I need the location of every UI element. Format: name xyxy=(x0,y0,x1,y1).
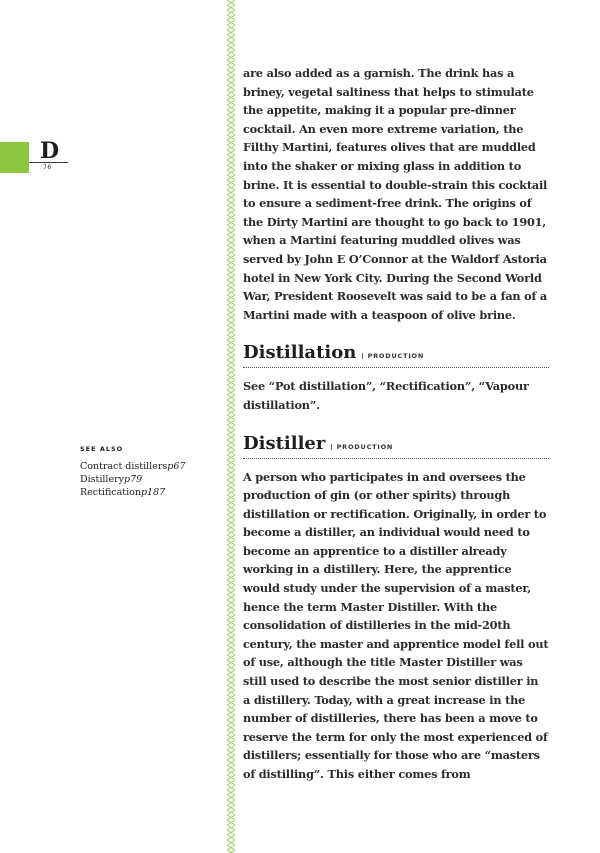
see-also-box xyxy=(80,443,185,499)
see-also-item[interactable]: Distilleryp79 xyxy=(80,474,143,485)
section-letter: D xyxy=(40,138,60,164)
see-also-item[interactable]: Contract distillersp67 xyxy=(80,461,186,472)
entry-title: Distiller xyxy=(243,432,326,454)
main-column xyxy=(243,64,549,784)
entry-heading xyxy=(243,433,549,458)
entry-body: A person who participates in and oversees the production of gin (or other spirits) through distillation or rectification. Originally, in order to become a distiller, an individual would need to become an apprentice to a distiller already working in a distillery. Here, the apprentice would study under the supervision of a master, hence the term Master Distiller. With the consolidation of distilleries in the mid-20th century, the master and apprentice model fell out of use, although the title Master Distiller was still used to describe the most senior distiller in a distillery. Today, with a great increase in the number of distilleries, there has been a move to reserve the term for only the most experienced of distillers; essentially for those who are “masters of distilling”. This either comes from xyxy=(243,469,549,781)
see-also-title: SEE ALSO xyxy=(80,445,124,453)
see-also-page: p187 xyxy=(140,487,166,498)
entry-body: See “Pot distillation”, “Rectification”, “Vapour distillation”. xyxy=(243,379,529,412)
entry-dotted-rule xyxy=(243,367,549,368)
section-letter-rule xyxy=(29,162,68,163)
see-also-page: p79 xyxy=(124,474,143,485)
continued-paragraph: are also added as a garnish. The drink has a briney, vegetal saltiness that helps to stimulate the appetite, making it a popular pre-dinner cocktail. An even more extreme variation, the Filthy Martini, features olives that are muddled into the shaker or mixing glass in addition to brine. It is essential to double-strain this cocktail to ensure a sediment-free drink. The origins of the Dirty Martini are thought to go back to 1901, when a Martini featuring muddled olives was served by John E O’Connor at the Waldorf Astoria hotel in New York City. During the Second World War, President Roosevelt was said to be a fan of a Martini made with a teaspoon of olive brine. xyxy=(243,66,548,322)
see-also-item[interactable]: Rectificationp187 xyxy=(80,487,166,498)
entry-distiller xyxy=(243,433,549,784)
entry-distillation xyxy=(243,342,549,414)
zigzag-divider xyxy=(227,0,235,853)
page-number: 76 xyxy=(43,164,52,171)
entry-heading xyxy=(243,342,549,367)
entry-dotted-rule xyxy=(243,458,549,459)
section-tab xyxy=(0,142,29,173)
entry-category-tag: | PRODUCTION xyxy=(330,442,394,451)
entry-title: Distillation xyxy=(243,342,357,364)
see-also-page: p67 xyxy=(167,461,186,472)
entry-category-tag: | PRODUCTION xyxy=(361,352,425,361)
